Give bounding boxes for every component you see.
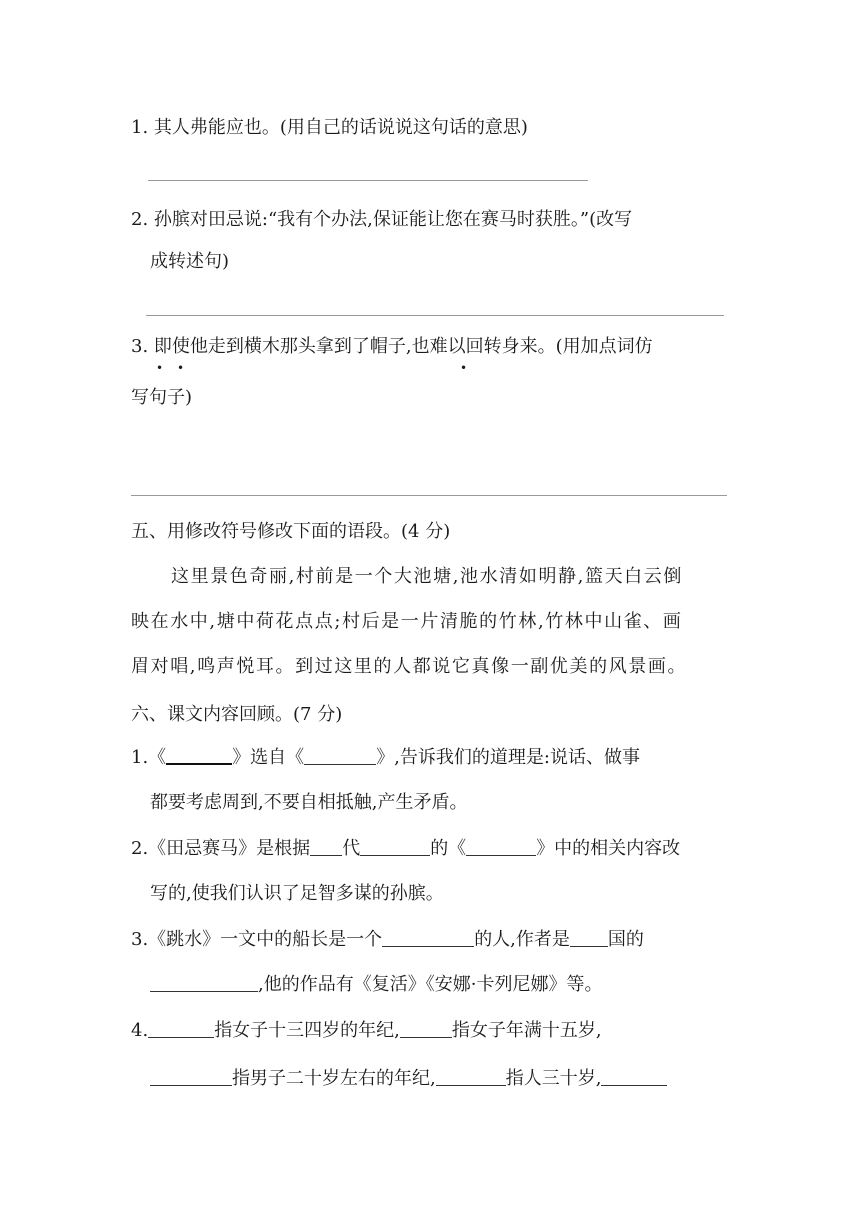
answer-line-2[interactable] [146,315,724,316]
fill-4-text-a: 4. [131,1020,149,1041]
blank-2c[interactable] [466,837,536,856]
fill-2-text-c: 的《 [430,838,467,859]
fill-item-2-line-1 [131,837,680,861]
question-2-line-1: 2. 孙膑对田忌说:“我有个办法,保证能让您在赛马时获胜。”(改写 [131,209,633,230]
fill-item-2-line-2: 写的,使我们认识了足智多谋的孙膑。 [150,883,444,904]
blank-3b[interactable] [570,928,608,947]
fill-4-text-c: 指女子年满十五岁, [451,1020,602,1041]
fill-2-text-d: 》中的相关内容改 [536,838,681,859]
fill-4-text-e: 指人三十岁, [505,1068,602,1089]
fill-1-text-a: 1.《 [131,747,167,768]
fill-item-3-line-2 [150,973,602,997]
question-2-line-2: 成转述句) [150,251,230,272]
section-6-heading: 六、课文内容回顾。(7 分) [131,704,343,725]
fill-4-text-d: 指男子二十岁左右的年纪, [232,1068,436,1089]
question-3-line-1: 3. 即使他走到横木那头拿到了帽子,也难以回转身来。(用加点词仿 [131,336,653,357]
fill-item-4-line-1 [131,1019,602,1043]
fill-item-1-line-2: 都要考虑周到,不要自相抵触,产生矛盾。 [150,792,468,813]
blank-2a[interactable] [310,837,342,856]
fill-3-text-c: 国的 [607,929,644,950]
fill-item-3-line-1 [131,928,644,952]
fill-4-text-b: 指女子十三四岁的年纪, [214,1020,400,1041]
emphasis-dot: • [177,361,185,375]
fill-1-text-c: 》,告诉我们的道理是:说话、做事 [376,747,640,768]
passage-line-1: 这里景色奇丽,村前是一个大池塘,池水清如明静,篮天白云倒 [171,566,683,587]
blank-4a[interactable] [148,1019,214,1038]
fill-2-text-b: 代 [342,838,361,859]
fill-item-1-line-1 [131,745,640,770]
section-5-heading: 五、用修改符号修改下面的语段。(4 分) [131,521,451,542]
answer-line-3[interactable] [131,495,727,496]
fill-3-text-b: 的人,作者是 [474,929,570,950]
blank-1b[interactable] [304,746,376,765]
fill-item-4-line-2 [150,1067,667,1091]
passage-line-3: 眉对唱,鸣声悦耳。到过这里的人都说它真像一副优美的风景画。 [131,656,688,677]
emphasis-dot: • [460,361,468,375]
blank-3a[interactable] [382,928,474,947]
blank-4c[interactable] [150,1067,232,1086]
blank-4d[interactable] [436,1067,506,1086]
blank-4e[interactable] [601,1067,667,1086]
question-1: 1. 其人弗能应也。(用自己的话说说这句话的意思) [131,117,528,138]
fill-1-text-b: 》选自《 [232,747,305,768]
fill-3-text-a: 3.《跳水》一文中的船长是一个 [131,929,383,950]
blank-2b[interactable] [360,837,430,856]
answer-line-1[interactable] [148,180,588,181]
fill-3-text-d: ,他的作品有《复活》《安娜·卡列尼娜》等。 [258,974,603,995]
blank-1a[interactable] [166,745,232,765]
blank-4b[interactable] [400,1019,452,1038]
passage-line-2: 映在水中,塘中荷花点点;村后是一片清脆的竹林,竹林中山雀、画 [131,611,683,632]
blank-3c[interactable] [150,973,258,992]
emphasis-dot: • [156,361,164,375]
question-3-line-2: 写句子) [131,387,193,408]
fill-2-text-a: 2.《田忌赛马》是根据 [131,838,311,859]
